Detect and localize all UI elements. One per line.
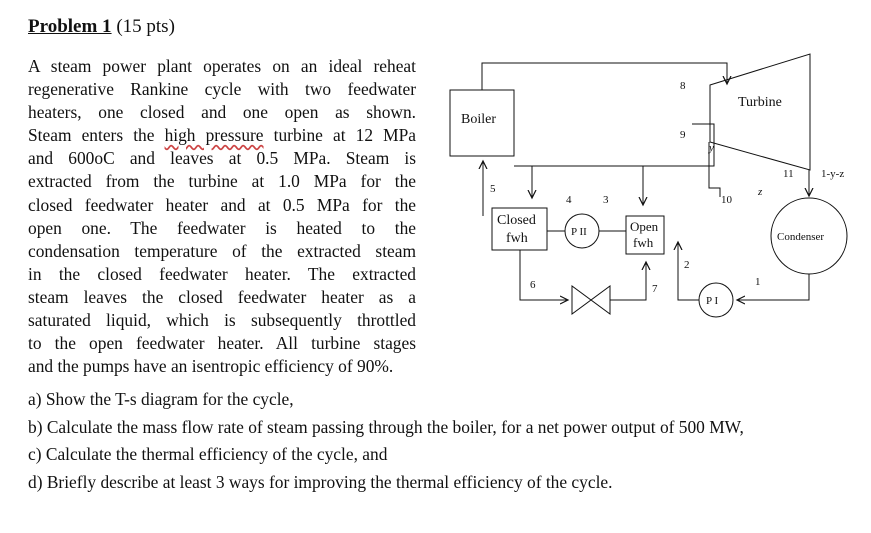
turbine-shape <box>710 54 810 170</box>
question-a: a) Show the T-s diagram for the cycle, <box>28 389 294 409</box>
turbine-label: Turbine <box>738 95 782 110</box>
question-d: d) Briefly describe at least 3 ways for improving the thermal efficiency of the cycle. <box>28 471 613 492</box>
statement-line: heaters, one closed and one open as shown. <box>28 102 416 123</box>
problem-points: (15 pts) <box>116 16 175 37</box>
state-6-label: 6 <box>530 279 536 291</box>
state-4-label: 4 <box>566 194 572 206</box>
question-b: b) Calculate the mass flow rate of steam passing through the boiler, for a net power output of 500 MW, <box>28 416 744 437</box>
statement-line: steam leaves the closed feedwater heater as a <box>28 286 416 307</box>
pipe-8 <box>482 63 727 90</box>
spellcheck-underlined-text: high pressure <box>164 125 264 146</box>
state-9-label: 9 <box>680 129 686 141</box>
open-fwh-label-2: fwh <box>633 235 654 250</box>
statement-fragment: turbine at 12 MPa <box>263 125 416 146</box>
statement-line: in the closed feedwater heater. The extracted <box>28 263 416 284</box>
statement-line: and 600oC and leaves at 0.5 MPa. Steam is <box>28 148 416 169</box>
problem-title: Problem 1 <box>28 16 112 37</box>
fraction-y-label: y <box>709 142 714 154</box>
closed-fwh-label-1: Closed <box>497 213 536 228</box>
pipe-9-a <box>692 124 714 142</box>
pipe-1 <box>737 274 809 300</box>
statement-line: saturated liquid, which is subsequently throttled <box>28 310 416 331</box>
pump-2-label: P II <box>571 226 587 238</box>
open-fwh-label-1: Open <box>630 219 659 234</box>
boiler-label: Boiler <box>461 112 496 127</box>
remainder-fraction-label: 1-y-z <box>821 168 845 180</box>
question-c: c) Calculate the thermal efficiency of the cycle, and <box>28 444 388 465</box>
statement-line: closed feedwater heater and at 0.5 MPa for the <box>28 194 416 215</box>
state-8-label: 8 <box>680 80 686 92</box>
pipe-2 <box>678 242 699 300</box>
statement-fragment: Steam enters the <box>28 125 165 146</box>
statement-line: condensation temperature of the extracted steam <box>28 240 416 261</box>
throttle-valve <box>572 286 610 314</box>
state-7-label: 7 <box>652 283 658 295</box>
pipe-7 <box>610 262 646 300</box>
pipe-9 <box>514 142 714 166</box>
state-2-label: 2 <box>684 259 690 271</box>
statement-line: A steam power plant operates on an ideal reheat <box>28 56 416 76</box>
statement-line: regenerative Rankine cycle with two feedwater <box>28 79 416 100</box>
statement-line: to the open feedwater heater. All turbine stages <box>28 333 416 354</box>
statement-line: extracted from the turbine at 1.0 MPa for the <box>28 171 416 192</box>
fraction-z-label: z <box>758 186 763 198</box>
closed-fwh-label-2: fwh <box>506 231 528 246</box>
pump-1-label: P I <box>706 295 719 307</box>
state-5-label: 5 <box>490 183 496 195</box>
state-10-label: 10 <box>721 194 732 206</box>
statement-line: and the pumps have an isentropic efficiency of 90%. <box>28 356 394 377</box>
pipe-6 <box>520 250 568 300</box>
state-1-label: 1 <box>755 276 761 288</box>
condenser-label: Condenser <box>777 231 825 243</box>
state-11-label: 11 <box>783 168 794 180</box>
statement-line: open one. The feedwater is heated to the <box>28 217 416 238</box>
state-3-label: 3 <box>603 194 609 206</box>
